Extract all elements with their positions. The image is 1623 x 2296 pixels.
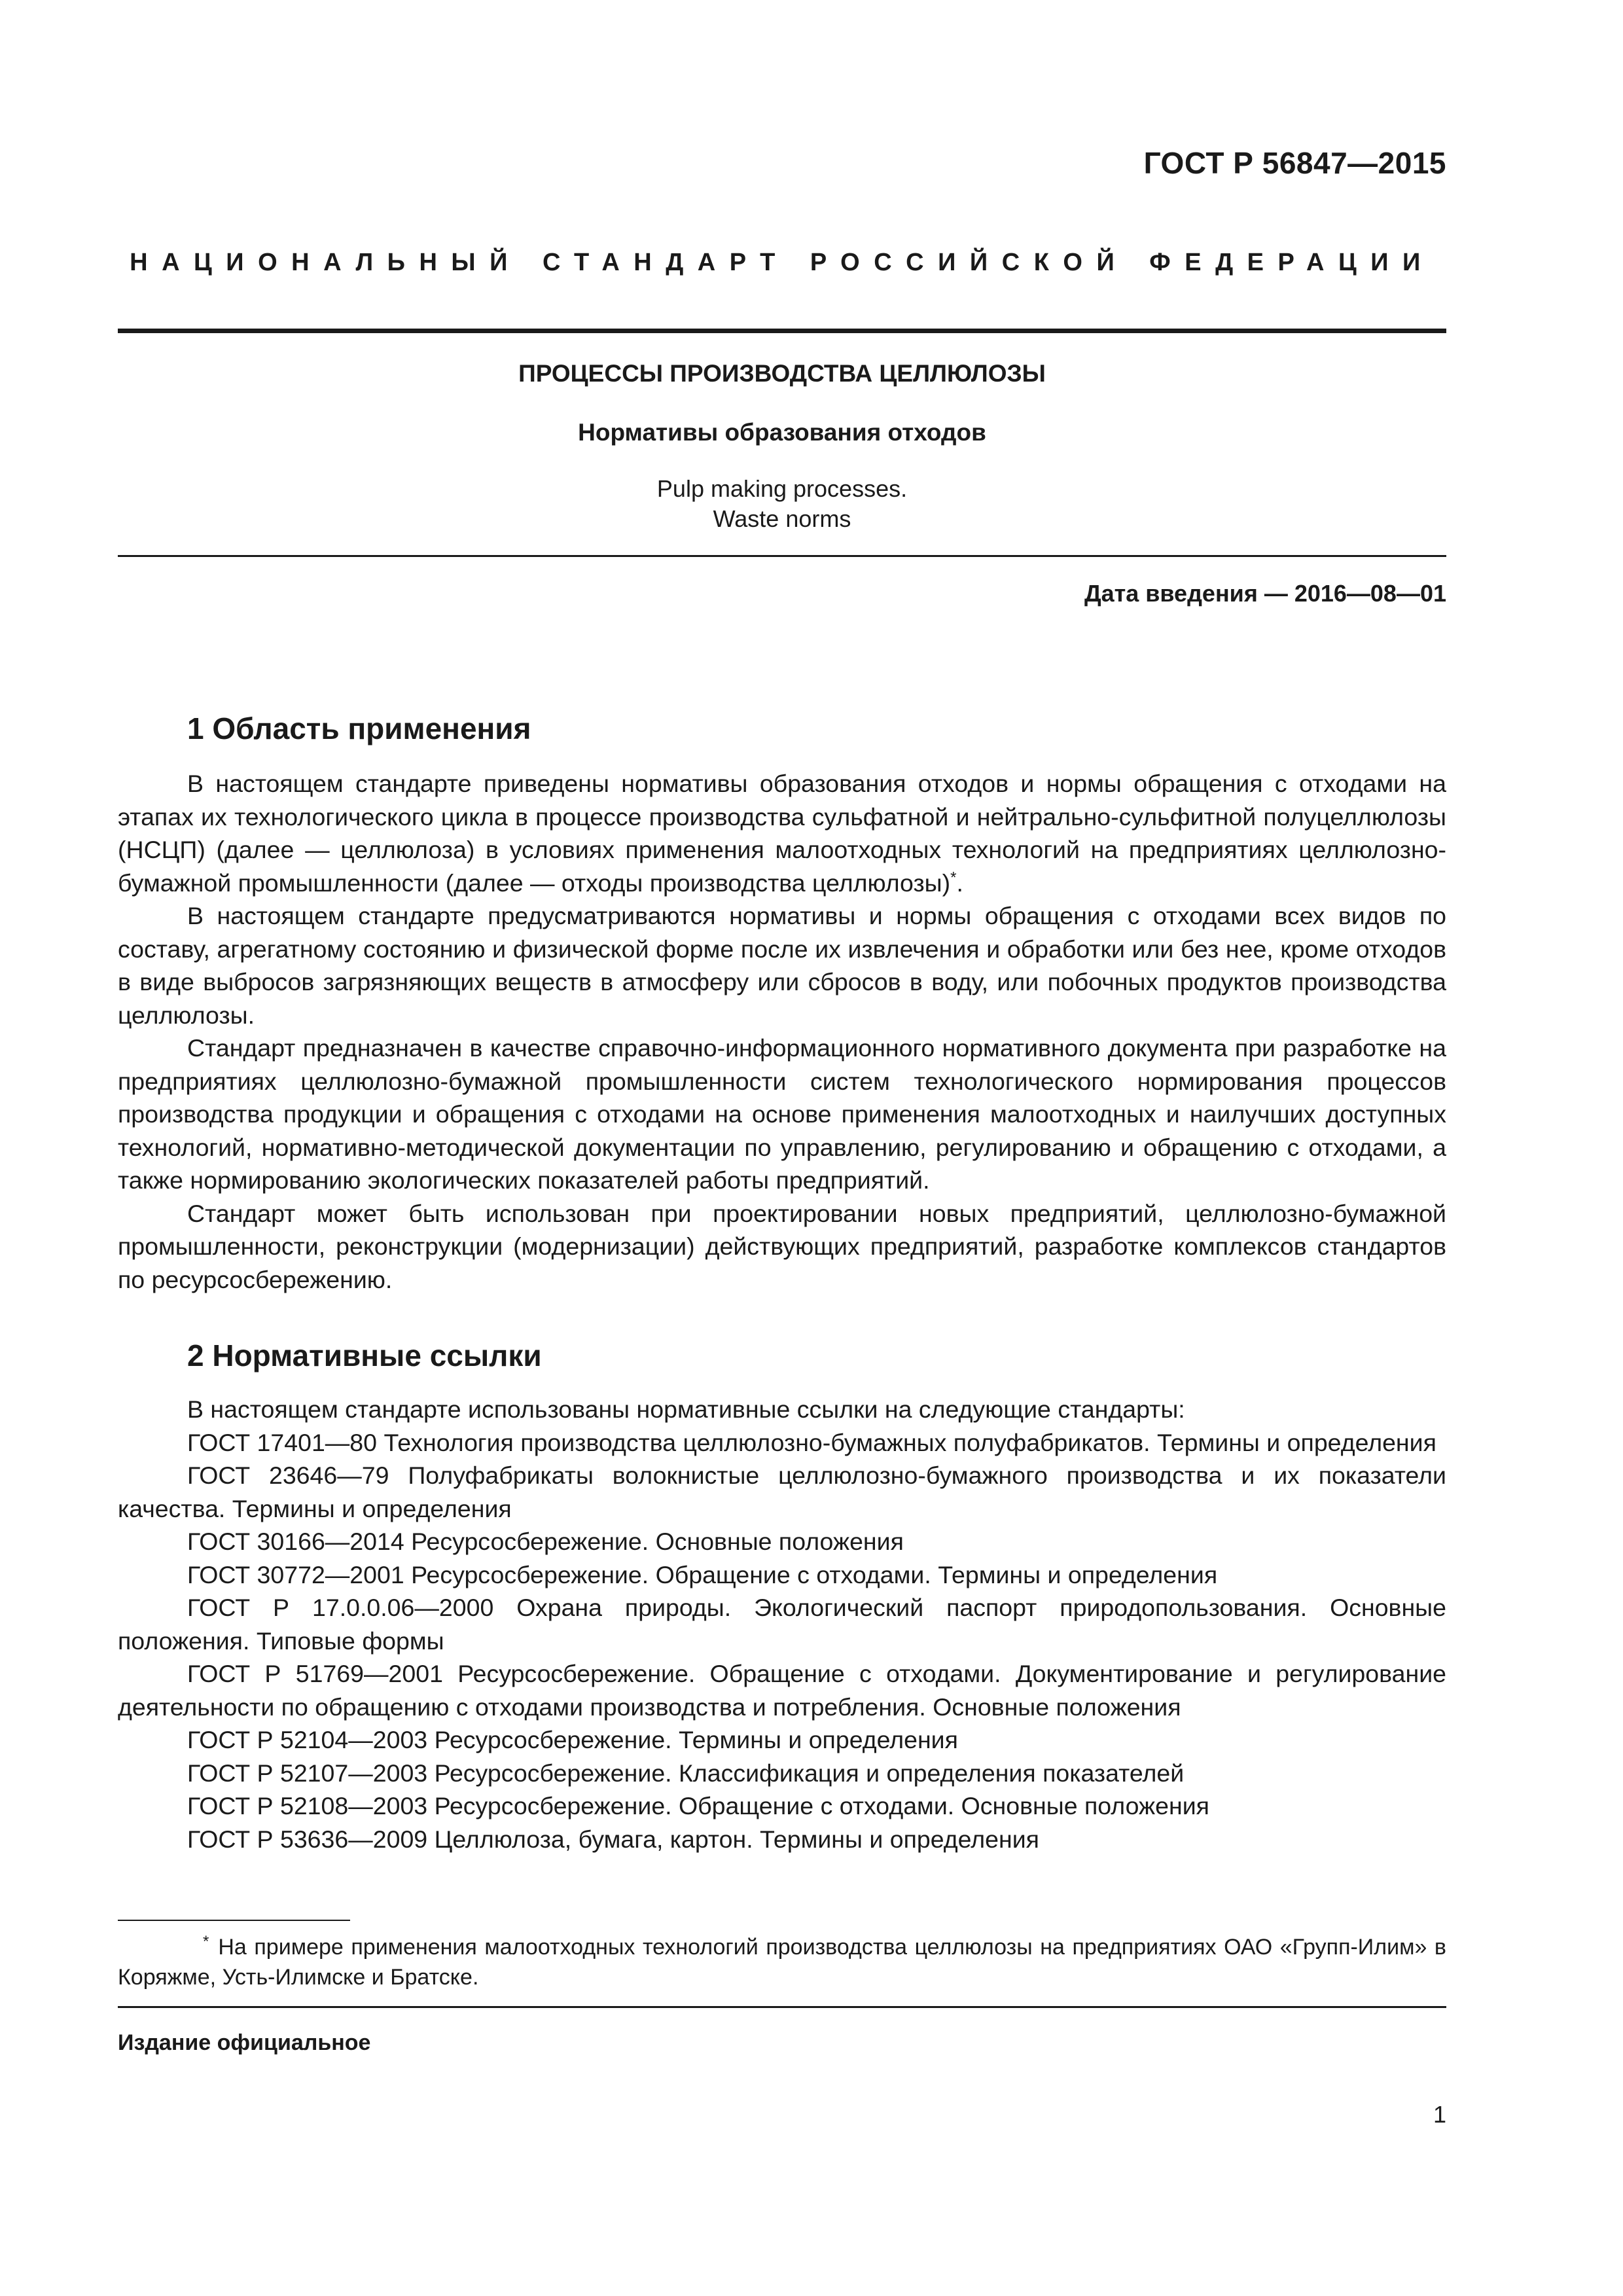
reference-item: ГОСТ Р 53636—2009 Целлюлоза, бумага, картон. Термины и определения xyxy=(187,1825,1039,1853)
reference-item: ГОСТ 30772—2001 Ресурсосбережение. Обращение с отходами. Термины и определения xyxy=(187,1560,1218,1588)
scope-paragraph-1: В настоящем стандарте приведены нормативы образования отходов и нормы обращения с отходами на этапах их технологического цикла в процессе производства сульфатной и нейтрально-сульфитной полуцеллюлозы (НСЦП) (далее — целлюлоза) в условиях применения малоотходных технологий на предприятиях целлюлозно-бумажной промышленности (далее — отходы производства целлюлозы)*. xyxy=(118,770,1446,897)
footnote-text: На примере применения малоотходных технологий производства целлюлозы на предприятиях ОАО «Групп-Илим» в Коряжме, Усть-Илимске и Братске. xyxy=(118,1935,1446,1990)
section-heading-references: 2 Нормативные ссылки xyxy=(187,1338,542,1372)
reference-item: ГОСТ 23646—79 Полуфабрикаты волокнистые целлюлозно-бумажного производства и их показатели качества. Термины и определения xyxy=(118,1462,1446,1522)
reference-item: ГОСТ 30166—2014 Ресурсосбережение. Основные положения xyxy=(187,1528,904,1555)
footnote-mark: * xyxy=(203,1932,209,1950)
reference-item: ГОСТ Р 52108—2003 Ресурсосбережение. Обращение с отходами. Основные положения xyxy=(187,1792,1209,1820)
footnote-divider xyxy=(118,1920,350,1921)
english-title xyxy=(118,474,1446,534)
references-intro: В настоящем стандарте использованы нормативные ссылки на следующие стандарты: xyxy=(187,1395,1185,1423)
reference-item: ГОСТ Р 17.0.0.06—2000 Охрана природы. Экологический паспорт природопользования. Основные положения. Типовые формы xyxy=(118,1594,1446,1655)
document-title: ПРОЦЕССЫ ПРОИЗВОДСТВА ЦЕЛЛЮЛОЗЫ xyxy=(518,360,1046,387)
reference-item: ГОСТ Р 51769—2001 Ресурсосбережение. Обращение с отходами. Документирование и регулирование деятельности по обращению с отходами производства и потребления. Основные положения xyxy=(118,1660,1446,1721)
footnote xyxy=(118,1932,1446,1992)
scope-paragraph-2: В настоящем стандарте предусматриваются нормативы и нормы обращения с отходами всех видов по составу, агрегатному состоянию и физической форме после их извлечения и обработки или без нее, кроме отходов в виде выбросов загрязняющих веществ в атмосферу или сбросов в воду, или побочных продуктов производства целлюлозы. xyxy=(118,902,1446,1029)
scope-paragraph-3: Стандарт предназначен в качестве справочно-информационного нормативного документа при разработке на предприятиях целлюлозно-бумажной промышленности систем технологического нормирования процессов производства продукции и обращения с отходами на основе применения малоотходных и наилучших доступных технологий, нормативно-методической документации по управлению, регулированию и обращению с отходами, а также нормированию экологических показателей работы предприятий. xyxy=(118,1034,1446,1194)
edition-label: Издание официальное xyxy=(118,2030,371,2055)
introduction-date: Дата введения — 2016—08—01 xyxy=(1084,580,1446,607)
title-divider xyxy=(118,555,1446,557)
page-number: 1 xyxy=(1433,2101,1446,2128)
section-scope-body xyxy=(118,767,1446,1296)
english-title-line2: Waste norms xyxy=(713,505,851,532)
reference-item: ГОСТ Р 52107—2003 Ресурсосбережение. Классификация и определения показателей xyxy=(187,1759,1185,1787)
national-standard-title: НАЦИОНАЛЬНЫЙ СТАНДАРТ РОССИЙСКОЙ ФЕДЕРАЦИИ xyxy=(130,249,1435,276)
section-heading-scope: 1 Область применения xyxy=(187,711,531,745)
footer-divider xyxy=(118,2006,1446,2008)
header-divider xyxy=(118,329,1446,333)
document-subtitle: Нормативы образования отходов xyxy=(578,419,986,446)
section-references-body xyxy=(118,1393,1446,1856)
standard-number: ГОСТ Р 56847—2015 xyxy=(1143,146,1446,180)
reference-item: ГОСТ 17401—80 Технология производства целлюлозно-бумажных полуфабрикатов. Термины и определения xyxy=(187,1428,1436,1456)
english-title-line1: Pulp making processes. xyxy=(656,475,908,502)
footnote-reference: * xyxy=(950,869,957,886)
scope-paragraph-4: Стандарт может быть использован при проектировании новых предприятий, целлюлозно-бумажной промышленности, реконструкции (модернизации) действующих предприятий, разработке комплексов стандартов по ресурсосбережению. xyxy=(118,1199,1446,1293)
reference-item: ГОСТ Р 52104—2003 Ресурсосбережение. Термины и определения xyxy=(187,1726,958,1753)
